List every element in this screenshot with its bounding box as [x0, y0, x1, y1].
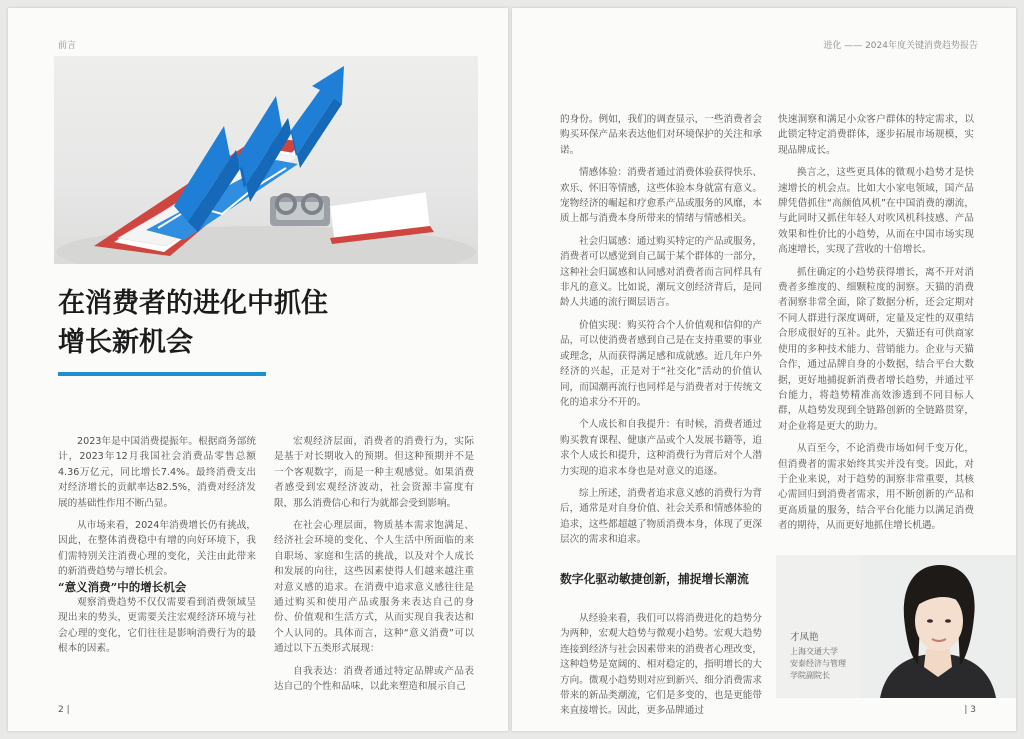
- paragraph: 情感体验：消费者通过消费体验获得快乐、欢乐、怀旧等情感，这些体验本身就富有意义。宠物经济的崛起和疗愈系产品或服务的风靡，本质上都与消费本身所带来的情绪与情感相关。: [560, 167, 762, 225]
- growth-arrow-illustration: [54, 56, 478, 264]
- paragraph: 综上所述，消费者追求意义感的消费行为背后，通常是对自身价值、社会关系和情感体验的追求，这些都超越了物质消费本身，体现了更深层次的需求和追求。: [560, 487, 762, 546]
- author-name: 才凤艳: [790, 632, 819, 643]
- right-column-1: [560, 112, 762, 719]
- paragraph: 换言之，这些更具体的微观小趋势才是快速增长的机会点。比如大小家电领域，国产品牌凭借抓住“高颜值风机”在中国消费的潮流，与此同时又抓住年轻人对吹风机科技感、产品效果和性价比的小趋势，从而在中国市场实现高速增长，实现了营收的十倍增长。: [778, 167, 974, 256]
- title-accent-bar: [58, 372, 266, 376]
- section-heading: 数字化驱动敏捷创新，捕捉增长潮流: [560, 571, 749, 586]
- page-number-right: | 3: [964, 705, 976, 715]
- page-number-left: 2 |: [58, 705, 70, 715]
- paragraph: 在社会心理层面，物质基本需求饱满足、经济社会环境的变化、个人生活中所面临的来自职场、家庭和生活的挑战，以及对个人成长和发展的向往，这些因素使得人们越来越注重对意义感的追求。在消费中追求意义感往往是通过购买和使用产品或服务来表达自己的身份、价值观和生活方式，从而实现自我表达和个人认同的。具体而言，这种“意义消费”可以通过以下五类形式展现：: [274, 520, 474, 655]
- portrait-image: [860, 555, 1016, 698]
- paragraph: 宏观经济层面，消费者的消费行为，实际是基于对长期收入的预期。但这种预期并不是一个客观数字，而是一种主观感觉。如果消费者感受到宏观经济波动，社会资源丰富度有限，那么消费信心和行为就都会受到影响。: [274, 436, 474, 509]
- running-head-right: 进化 —— 2024年度关键消费趋势报告: [823, 41, 978, 51]
- author-card: [776, 555, 1016, 698]
- left-page: [8, 8, 508, 731]
- left-column-1: [58, 434, 256, 657]
- paragraph: 从市场来看，2024年消费增长仍有挑战，因此，在整体消费稳中有增的向好环境下，我们需特别关注消费心理的变化，关注由此带来的新消费趋势与增长机会。: [58, 520, 256, 578]
- paragraph: 自我表达：消费者通过特定品牌或产品表达自己的个性和品味，以此来塑造和展示自己: [274, 665, 474, 693]
- running-head-left: 前言: [58, 41, 77, 51]
- author-photo: [860, 555, 1016, 698]
- title-line-1: 在消费者的进化中抓住: [58, 288, 328, 319]
- paragraph: 社会归属感：通过购买特定的产品或服务，消费者可以感觉到自己属于某个群体的一部分，这种社会归属感和认同感对消费者而言同样具有非凡的意义。比如说，潮玩文创经济背后，是同龄人共通的流行圈层语言。: [560, 235, 762, 309]
- author-affiliation: 上海交通大学 安泰经济与管理 学院副院长: [790, 647, 846, 680]
- paragraph: 2023年是中国消费提振年。根据商务部统计，2023年12月我国社会消费品零售总额4.36万亿元，同比增长7.4%。最终消费支出对经济增长的贡献率达82.5%，消费对经济发展的基础性作用不断凸显。: [58, 436, 256, 509]
- hero-illustration: [54, 56, 478, 264]
- paragraph: 快速洞察和满足小众客户群体的特定需求，以此锁定特定消费群体，逐步拓展市场规模，实现品牌成长。: [778, 114, 974, 156]
- right-column-2: [778, 112, 974, 534]
- right-page: [512, 8, 1016, 731]
- paragraph: 抓住确定的小趋势获得增长，离不开对消费者多维度的、细颗粒度的洞察。天猫的消费者洞察非常全面，除了数据分析，还会定期对不同人群进行深度调研，定量及定性的双重结合形成很好的互补。此外，天猫还有可供商家使用的多种技术能力、营销能力。企业与天猫合作，通过品牌自身的小数据，结合平台大数据，更好地捕捉新消费者增长趋势，并通过平台能力，将趋势精准高效渗透到不同目标人群，从趋势发现到全链路创新的全链路贯穿，对企业将是更大的助力。: [778, 266, 974, 432]
- paragraph: 观察消费趋势不仅仅需要看到消费领域呈现出来的势头，更需要关注宏观经济环境与社会心理的变化，它们往往是影响消费行为的最根本的因素。: [58, 597, 256, 655]
- paragraph: 的身份。例如，我们的调查显示，一些消费者会购买环保产品来表达他们对环境保护的关注和承诺。: [560, 114, 762, 156]
- section-heading: “意义消费”中的增长机会: [58, 579, 187, 594]
- left-column-2: [274, 434, 474, 695]
- title-line-2: 增长新机会: [58, 327, 193, 358]
- paragraph: 从百至今，不论消费市场如何千变万化，但消费者的需求始终其实并没有变。因此，对于企业来说，对于趋势的洞察非常重要，其核心需回归到消费者需求，用不断创新的产品和更高质量的服务，结合平台化能力以满足消费者的期待，从而更好地抓住增长机遇。: [778, 443, 974, 532]
- paragraph: 个人成长和自我提升：有时候，消费者通过购买教育课程、健康产品或个人发展书籍等，追求个人成长和提升，这种消费行为背后对个人潜力实现的追求本身也是对意义的追逐。: [560, 419, 762, 477]
- article-title: [58, 284, 488, 362]
- paragraph: 从经验来看，我们可以将消费进化的趋势分为两种，宏观大趋势与微观小趋势。宏观大趋势连接到经济与社会因素带来的消费者心理改变，这种趋势是宽阔的、相对稳定的，指明增长的大方向。微观小趋势则对应到新兴、细分消费需求带来的新品类潮流，它们是多变的，也是更能带来直接增长。因此，更多品牌通过: [560, 612, 762, 717]
- paragraph: 价值实现：购买符合个人价值观和信仰的产品，可以使消费者感到自己是在支持重要的事业或理念，从而获得满足感和成就感。近几年户外经济的兴起，正是对于“社交化”活动的价值认同，而国潮再流行也同样是与消费者对于传统文化的追求分不开的。: [560, 319, 762, 408]
